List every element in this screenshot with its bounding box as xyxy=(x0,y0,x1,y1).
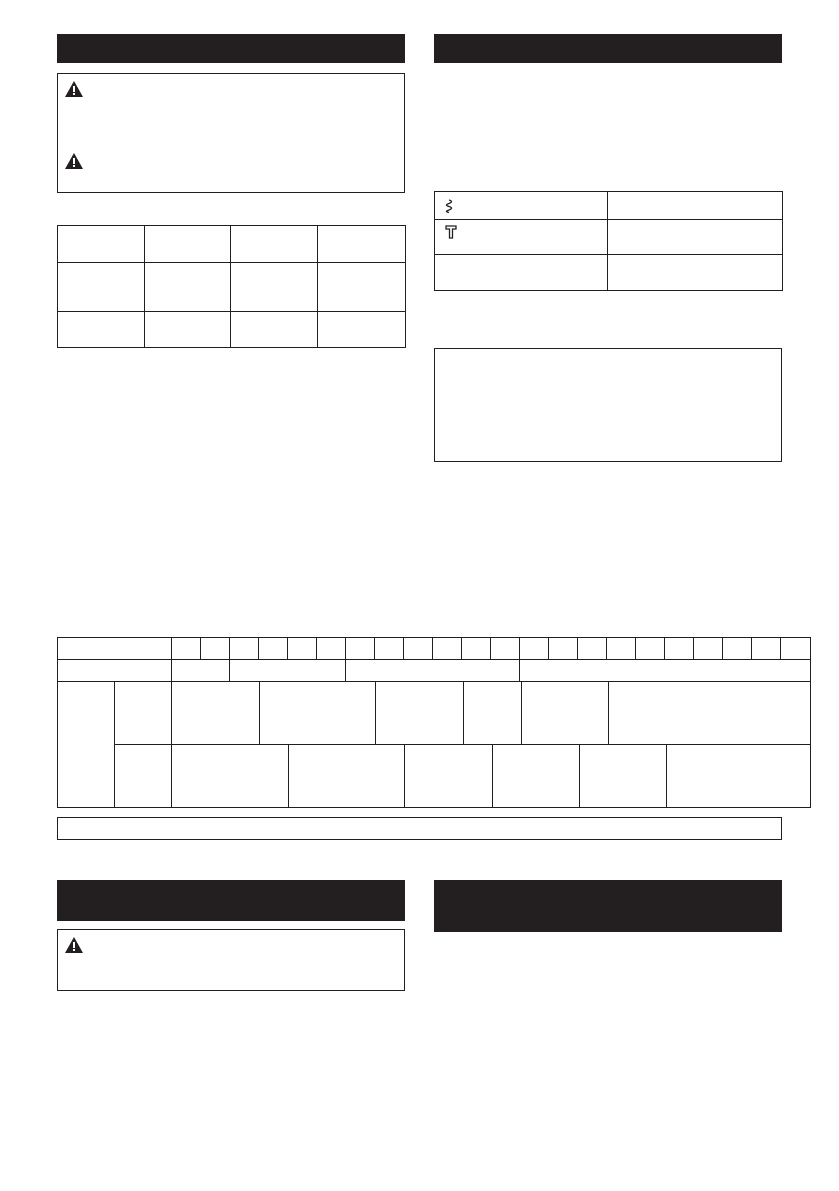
spec-table xyxy=(434,191,783,291)
table-cell xyxy=(346,660,520,682)
sub-divider xyxy=(404,745,405,807)
spec-value xyxy=(608,255,783,291)
table-cell xyxy=(723,638,752,660)
table-cell xyxy=(781,638,811,660)
warning-triangle-icon xyxy=(65,937,83,953)
sub-divider xyxy=(492,745,493,807)
spec-label xyxy=(435,255,608,291)
table-cell xyxy=(346,638,375,660)
table-row xyxy=(58,226,406,263)
table-cell xyxy=(201,638,230,660)
table-cell xyxy=(404,638,433,660)
left-data-table xyxy=(57,225,406,348)
table-cell xyxy=(435,192,608,220)
sub-divider xyxy=(608,682,609,744)
table-cell xyxy=(317,638,346,660)
spec-value xyxy=(608,192,783,220)
table-cell xyxy=(230,638,259,660)
table-cell xyxy=(115,682,172,745)
note-box xyxy=(434,348,782,462)
table-row xyxy=(435,255,783,291)
sub-divider xyxy=(666,745,667,807)
table-cell xyxy=(520,638,549,660)
spec-value xyxy=(608,220,783,255)
table-cell xyxy=(145,226,231,263)
table-cell xyxy=(58,638,172,660)
sub-divider xyxy=(288,745,289,807)
left-warning-box xyxy=(57,73,405,193)
left-section-header xyxy=(57,34,405,63)
table-cell xyxy=(462,638,491,660)
table-cell xyxy=(172,682,811,745)
table-cell xyxy=(172,660,230,682)
table-cell xyxy=(230,660,346,682)
table-cell xyxy=(578,638,607,660)
table-cell xyxy=(259,638,288,660)
table-cell xyxy=(694,638,723,660)
table-cell xyxy=(491,638,520,660)
sub-divider xyxy=(463,682,464,744)
table-cell xyxy=(665,638,694,660)
table-cell xyxy=(288,638,317,660)
sub-divider xyxy=(579,745,580,807)
table-row xyxy=(58,745,811,808)
table-cell xyxy=(145,263,231,312)
wide-table-note-row xyxy=(57,817,782,840)
table-cell xyxy=(172,745,811,808)
table-row xyxy=(58,660,811,682)
table-cell xyxy=(58,660,172,682)
warning-triangle-icon xyxy=(65,153,83,169)
wide-table xyxy=(57,637,811,808)
table-row xyxy=(58,682,811,745)
hammer-icon xyxy=(444,225,458,239)
table-cell xyxy=(752,638,781,660)
sub-divider xyxy=(521,682,522,744)
sub-divider xyxy=(259,682,260,744)
table-cell xyxy=(231,263,318,312)
table-cell xyxy=(549,638,578,660)
table-cell xyxy=(435,220,608,255)
spring-icon xyxy=(444,199,458,213)
table-cell xyxy=(231,312,318,348)
table-cell xyxy=(318,263,406,312)
table-cell xyxy=(520,660,811,682)
table-row xyxy=(58,638,811,660)
table-cell xyxy=(145,312,231,348)
table-row xyxy=(435,220,783,255)
table-cell xyxy=(58,682,115,808)
warning-triangle-icon xyxy=(65,81,83,97)
sub-divider xyxy=(375,682,376,744)
right-bottom-section-header xyxy=(434,880,782,932)
table-cell xyxy=(172,638,201,660)
table-cell xyxy=(58,263,145,312)
table-cell xyxy=(318,226,406,263)
table-cell xyxy=(375,638,404,660)
table-cell xyxy=(318,312,406,348)
table-row xyxy=(58,312,406,348)
left-bottom-section-header xyxy=(57,880,405,921)
table-row xyxy=(435,192,783,220)
table-cell xyxy=(607,638,636,660)
left-bottom-warning-box xyxy=(57,929,405,991)
table-cell xyxy=(636,638,665,660)
right-section-header xyxy=(434,34,782,63)
table-cell xyxy=(58,312,145,348)
table-cell xyxy=(58,226,145,263)
table-row xyxy=(58,263,406,312)
table-cell xyxy=(231,226,318,263)
table-cell xyxy=(115,745,172,808)
table-cell xyxy=(433,638,462,660)
